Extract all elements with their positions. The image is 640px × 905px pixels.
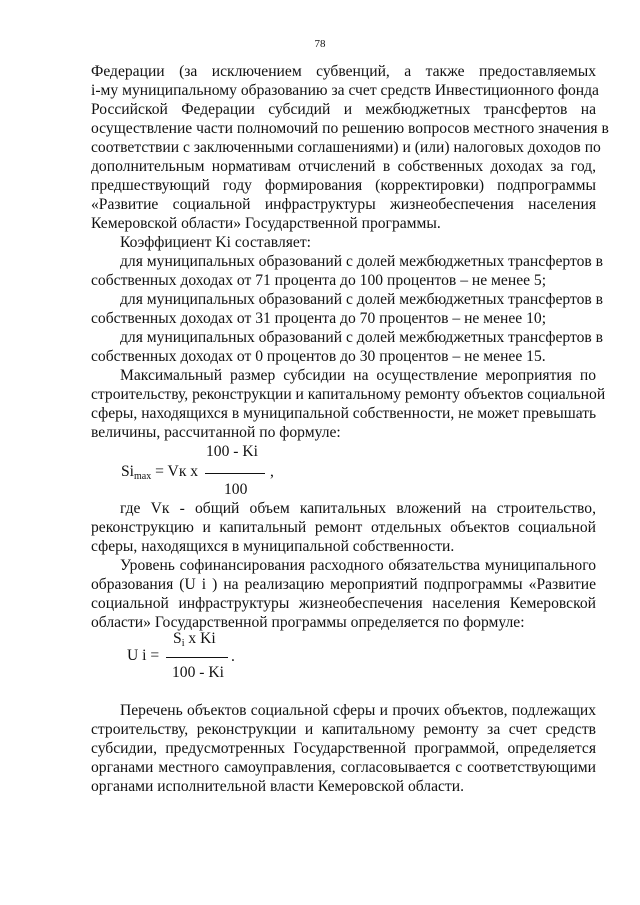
text-line: Кемеровской области» Государственной программы. <box>91 215 441 232</box>
text-line: соответствии с заключенными соглашениями) и (или) налоговых доходов по <box>91 139 601 156</box>
formula2-num-rest: x Ki <box>188 630 216 647</box>
formula2-num-sub: i <box>181 638 185 649</box>
text-line: для муниципальных образований с долей межбюджетных трансфертов в <box>120 329 603 346</box>
formula1-equals: = Vк x <box>155 463 199 480</box>
text-line: Уровень софинансирования расходного обязательства муниципального <box>120 557 596 574</box>
text-line: реконструкцию и капитальный ремонт отдельных объектов социальной <box>91 519 596 536</box>
text-line: Перечень объектов социальной сферы и прочих объектов, подлежащих <box>120 702 596 719</box>
text-line: строительству, реконструкции и капитальному ремонту за счет средств <box>91 721 596 738</box>
formula2-lhs: U i = <box>127 647 160 664</box>
text-line: предшествующий году формирования (корректировки) подпрограммы <box>91 177 596 194</box>
formula1-lhs <box>121 463 198 484</box>
text-line: Коэффициент Ki составляет: <box>120 234 311 251</box>
text-line: собственных доходах от 71 процента до 100 процентов – не менее 5; <box>91 272 547 289</box>
formula2-fraction-line <box>166 657 228 658</box>
text-line: величины, рассчитанной по формуле: <box>91 424 341 441</box>
text-line: дополнительным нормативам отчислений в собственных доходах за год, <box>91 158 596 175</box>
formula1-comma: , <box>270 463 274 480</box>
text-line: i-му муниципальному образованию за счет средств Инвестиционного фонда <box>91 82 599 99</box>
text-line: осуществление части полномочий по решению вопросов местного значения в <box>91 120 609 137</box>
formula1-numerator: 100 - Ki <box>206 443 258 460</box>
text-line: области» Государственной программы определяется по формуле: <box>91 614 525 631</box>
text-line: собственных доходах от 0 процентов до 30 процентов – не менее 15. <box>91 348 546 365</box>
text-line: Максимальный размер субсидии на осуществление мероприятия по <box>120 367 596 384</box>
formula2-num-s: S <box>173 630 182 647</box>
text-line: образования (U i ) на реализацию мероприятий подпрограммы «Развитие <box>91 576 596 593</box>
formula1-lhs-main: Si <box>121 463 135 480</box>
text-line: социальной инфраструктуры жизнеобеспечения населения Кемеровской <box>91 595 596 612</box>
text-line: субсидии, предусмотренных Государственной программой, определяется <box>91 740 596 757</box>
text-line: сферы, находящихся в муниципальной собственности. <box>91 538 455 555</box>
text-line: «Развитие социальной инфраструктуры жизнеобеспечения населения <box>91 196 596 213</box>
formula1-fraction-line <box>205 473 265 474</box>
page-number: 78 <box>314 38 326 50</box>
text-line: где Vк - общий объем капитальных вложений на строительство, <box>120 500 596 517</box>
text-line: органами местного самоуправления, согласовывается с соответствующими <box>91 759 596 776</box>
text-line: для муниципальных образований с долей межбюджетных трансфертов в <box>120 253 603 270</box>
formula1-denominator: 100 <box>224 481 248 498</box>
text-line: Федерации (за исключением субвенций, а также предоставляемых <box>91 63 596 80</box>
text-line: собственных доходах от 31 процента до 70 процентов – не менее 10; <box>91 310 547 327</box>
text-line: Российской Федерации субсидий и межбюджетных трансфертов на <box>91 101 596 118</box>
text-line: для муниципальных образований с долей межбюджетных трансфертов в <box>120 291 603 308</box>
text-line: сферы, находящихся в муниципальной собственности, не может превышать <box>91 405 597 422</box>
text-line: органами исполнительной власти Кемеровской области. <box>91 778 464 795</box>
formula2-denominator: 100 - Ki <box>172 664 224 681</box>
formula1-lhs-sub: max <box>134 471 152 482</box>
text-line: строительству, реконструкции и капитальному ремонту объектов социальной <box>91 386 606 403</box>
formula2-period: . <box>231 648 235 665</box>
formula2-numerator <box>173 630 216 651</box>
